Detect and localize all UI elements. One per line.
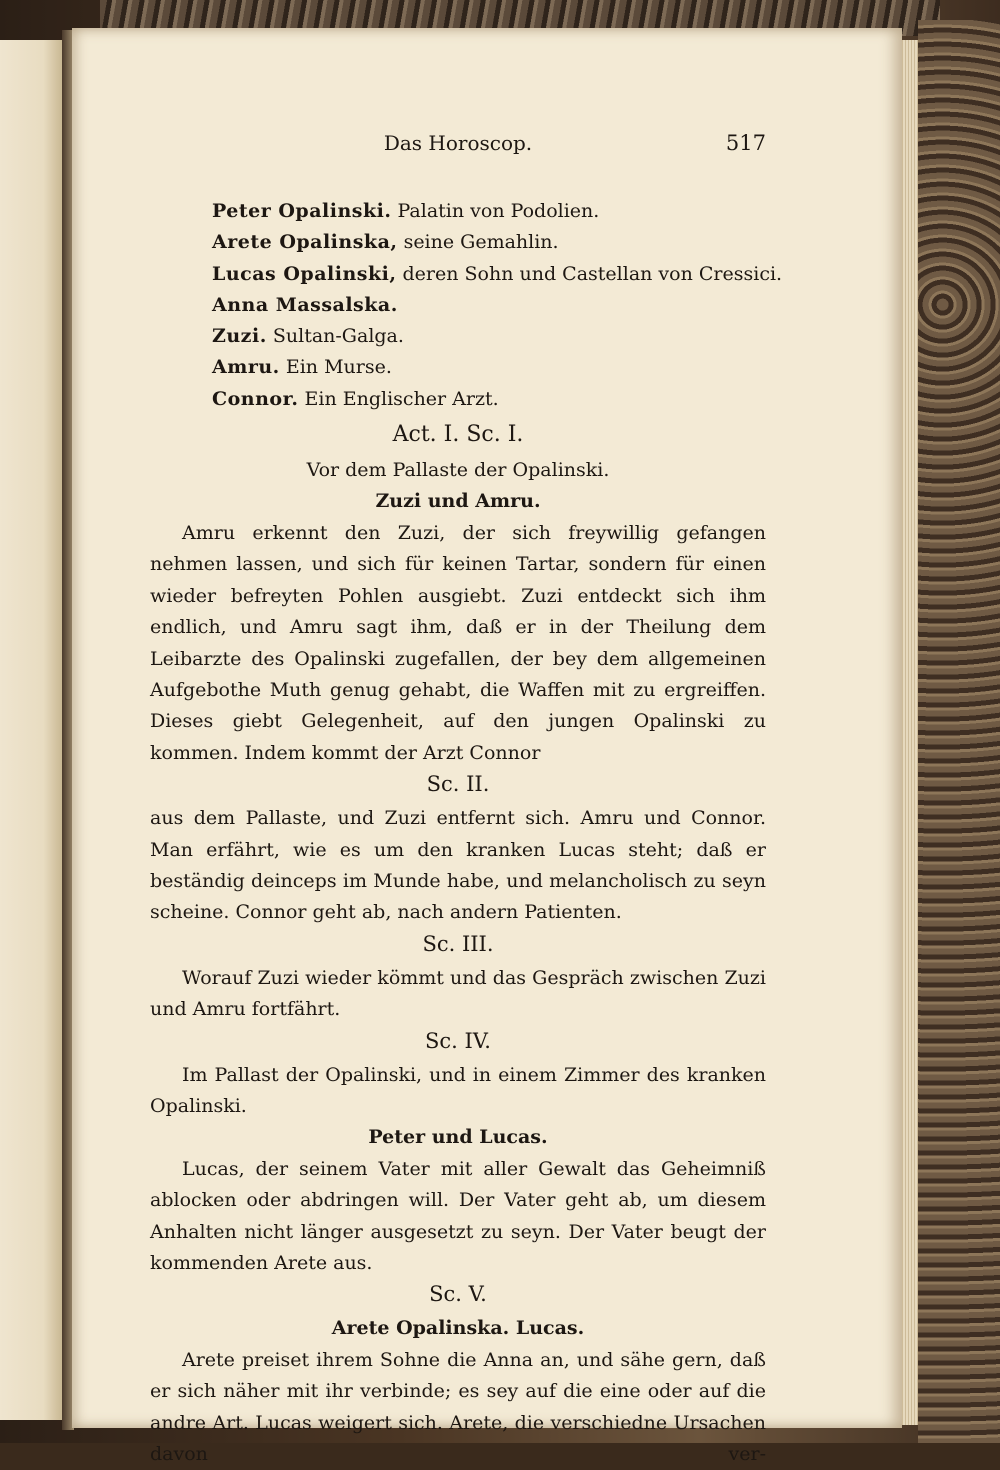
- running-title: Das Horoscop.: [383, 131, 533, 155]
- scene-heading: Sc. V.: [429, 1282, 487, 1307]
- cast-desc: seine Gemahlin.: [403, 231, 559, 254]
- cast-name: Amru.: [212, 356, 280, 379]
- cast-entry: [212, 227, 766, 258]
- cast-name: Arete Opalinska,: [212, 231, 398, 254]
- act-heading: Act. I. Sc. I.: [392, 422, 524, 448]
- cast-list: [212, 196, 783, 415]
- cast-entry: [212, 259, 783, 290]
- cast-name: Connor.: [212, 387, 299, 410]
- scene-text: aus dem Pallaste, und Zuzi entfernt sich. Amru und Connor. Man erfährt, wie es um den kranken Lucas steht; daß er beständig deinceps im Munde habe, und melancholisch zu seyn scheine. Connor geht ab, nach andern Patienten.: [150, 807, 766, 924]
- scene-text: Amru erkennt den Zuzi, der sich freywillig gefangen nehmen lassen, und sich für keinen Tartar, sondern für einen wieder befreyten Pohlen ausgiebt. Zuzi entdeckt sich ihm endlich, und Amru sagt ihm, daß er in der Theilung dem Leibarzte des Opalinski zugefallen, der bey dem allgemeinen Aufgebothe Muth genug gehabt, die Waffen mit zu ergreiffen. Dieses giebt Gelegenheit, auf den jungen Opalinski zu kommen. Indem kommt der Arzt Connor: [150, 521, 766, 764]
- cast-desc: deren Sohn und Castellan von Cressici.: [402, 262, 783, 285]
- scene-persons: Zuzi und Amru.: [375, 490, 541, 513]
- cast-name: Anna Massalska.: [212, 293, 398, 316]
- marbled-cover-right: [918, 20, 1000, 1443]
- cast-desc: Sultan-Galga.: [272, 325, 404, 348]
- cast-name: Peter Opalinski.: [212, 200, 392, 222]
- cast-name: Zuzi.: [212, 325, 267, 348]
- scene-persons: Peter und Lucas.: [368, 1126, 548, 1149]
- cast-entry: [212, 196, 766, 227]
- cast-desc: Palatin von Podolien.: [397, 200, 600, 222]
- scene-persons: Arete Opalinska. Lucas.: [331, 1317, 585, 1340]
- scene-place: Im Pallast der Opalinski, und in einem Zimmer des kranken Opalinski.: [150, 1063, 766, 1117]
- page-edges: [900, 40, 918, 1425]
- cast-desc: Ein Englischer Arzt.: [304, 387, 499, 410]
- scene-text: Worauf Zuzi wieder kömmt und das Gespräch zwischen Zuzi und Amru fortfährt.: [150, 966, 766, 1021]
- cast-desc: Ein Murse.: [285, 356, 392, 379]
- cast-entry: [212, 321, 766, 352]
- scene-heading: Sc. III.: [422, 931, 494, 956]
- running-head: [150, 128, 766, 168]
- scene-text: Lucas, der seinem Vater mit aller Gewalt das Geheimniß ablocken oder abdringen will. Der Vater geht ab, um diesem Anhalten nicht länger ausgesetzt zu seyn. Der Vater beugt der kommenden Arete aus.: [150, 1157, 766, 1275]
- cast-entry: [212, 290, 766, 321]
- page-text: [150, 128, 783, 1470]
- page-number: 517: [725, 131, 766, 155]
- cast-name: Lucas Opalinski,: [212, 262, 397, 285]
- cast-entry: [212, 352, 766, 383]
- facing-page: [0, 40, 62, 1420]
- scene-place: Vor dem Pallaste der Opalinski.: [306, 459, 610, 482]
- cast-entry: [212, 384, 766, 415]
- scene-text: Arete preiset ihrem Sohne die Anna an, und sähe gern, daß er sich näher mit ihr verbinde; es sey auf die eine oder auf die andre Art. Lucas weigert sich. Arete, die verschiedne Ursachen davon ver-: [150, 1348, 766, 1466]
- scene-heading: Sc. II.: [426, 772, 490, 797]
- scene-heading: Sc. IV.: [425, 1028, 491, 1053]
